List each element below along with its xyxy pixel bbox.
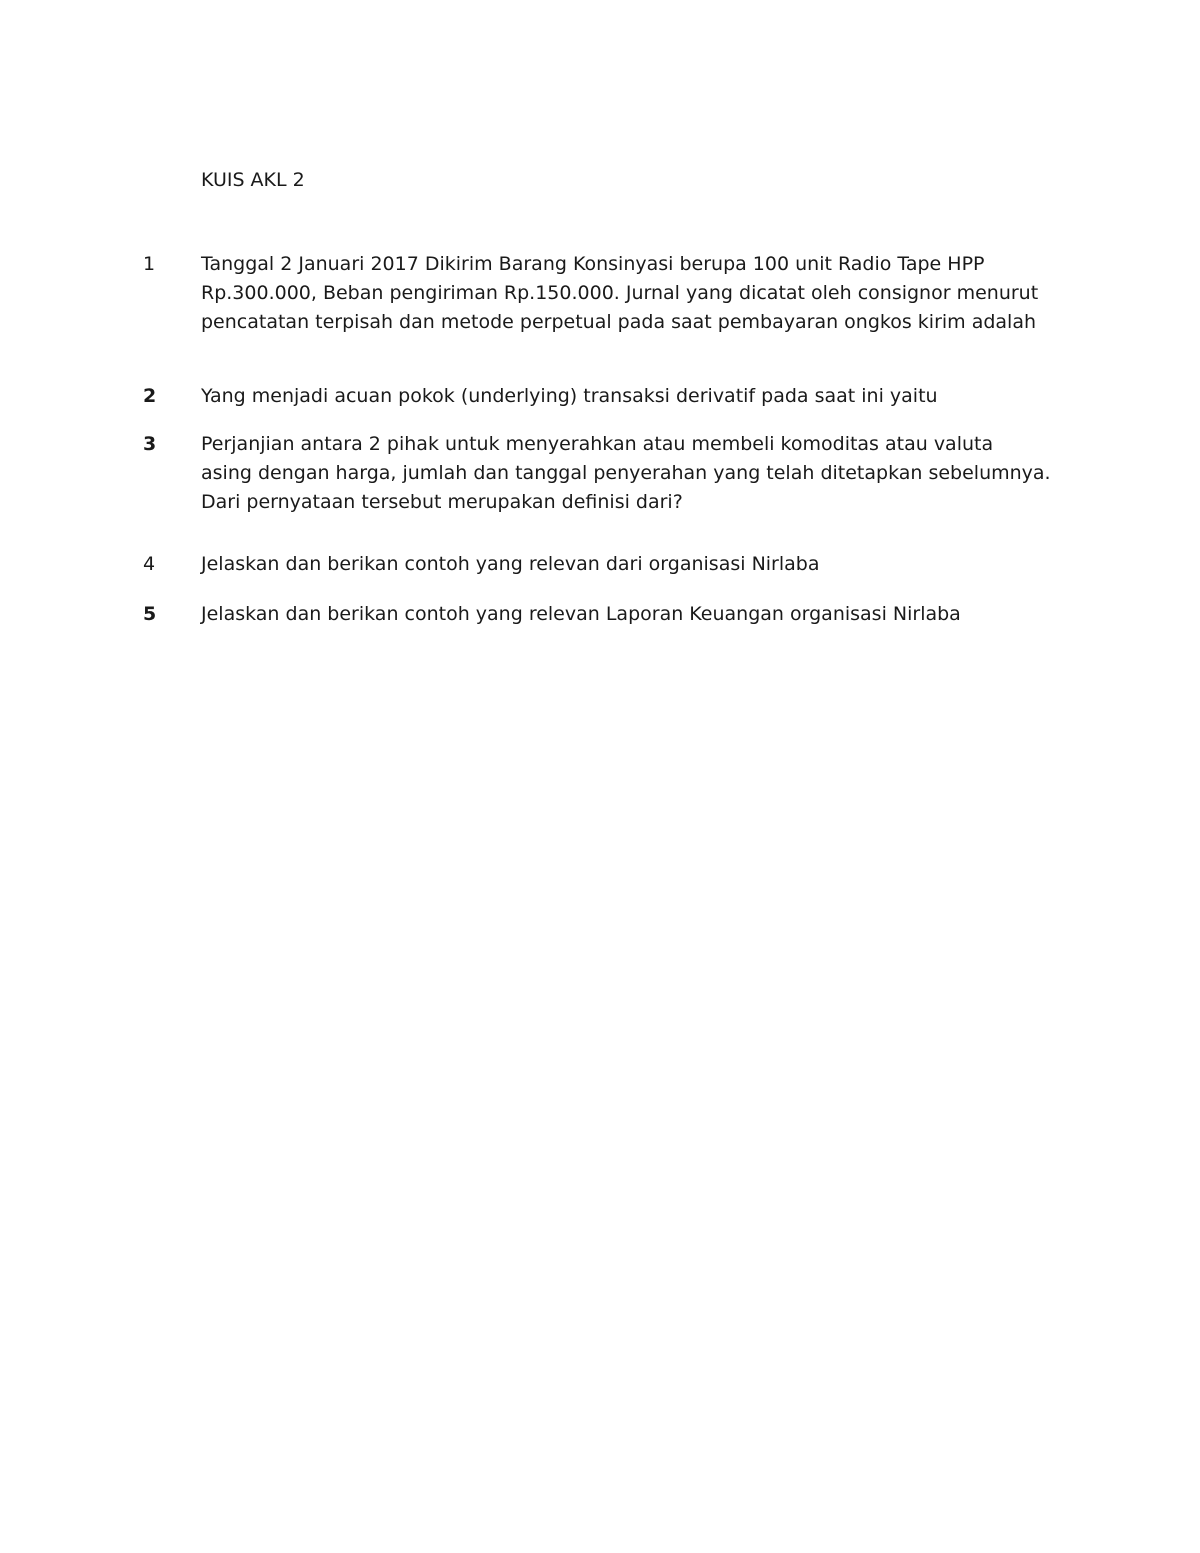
question-line: Jelaskan dan berikan contoh yang relevan Laporan Keuangan organisasi Nirlaba [201,603,961,625]
question-line: Tanggal 2 Januari 2017 Dikirim Barang Konsinyasi berupa 100 unit Radio Tape HPP [201,253,985,275]
question-line: Rp.300.000, Beban pengiriman Rp.150.000. Jurnal yang dicatat oleh consignor menurut [201,282,1039,304]
question-line: Dari pernyataan tersebut merupakan definisi dari? [201,491,683,513]
question-line: Perjanjian antara 2 pihak untuk menyerahkan atau membeli komoditas atau valuta [201,433,994,455]
question-number: 3 [143,433,157,455]
question-text [201,382,991,411]
question-text [201,430,1051,517]
question-line: asing dengan harga, jumlah dan tanggal penyerahan yang telah ditetapkan sebelumnya. [201,462,1051,484]
question-text [201,250,1039,337]
question-text [201,600,991,629]
question-number: 5 [143,603,157,625]
question-line: Jelaskan dan berikan contoh yang relevan dari organisasi Nirlaba [201,553,820,575]
question-line: pencatatan terpisah dan metode perpetual pada saat pembayaran ongkos kirim adalah [201,311,1037,333]
document-title: KUIS AKL 2 [201,169,305,191]
question-line: Yang menjadi acuan pokok (underlying) transaksi derivatif pada saat ini yaitu [201,385,938,407]
question-number: 4 [143,553,156,575]
question-number: 1 [143,253,156,275]
question-number: 2 [143,385,157,407]
question-text [201,550,991,579]
